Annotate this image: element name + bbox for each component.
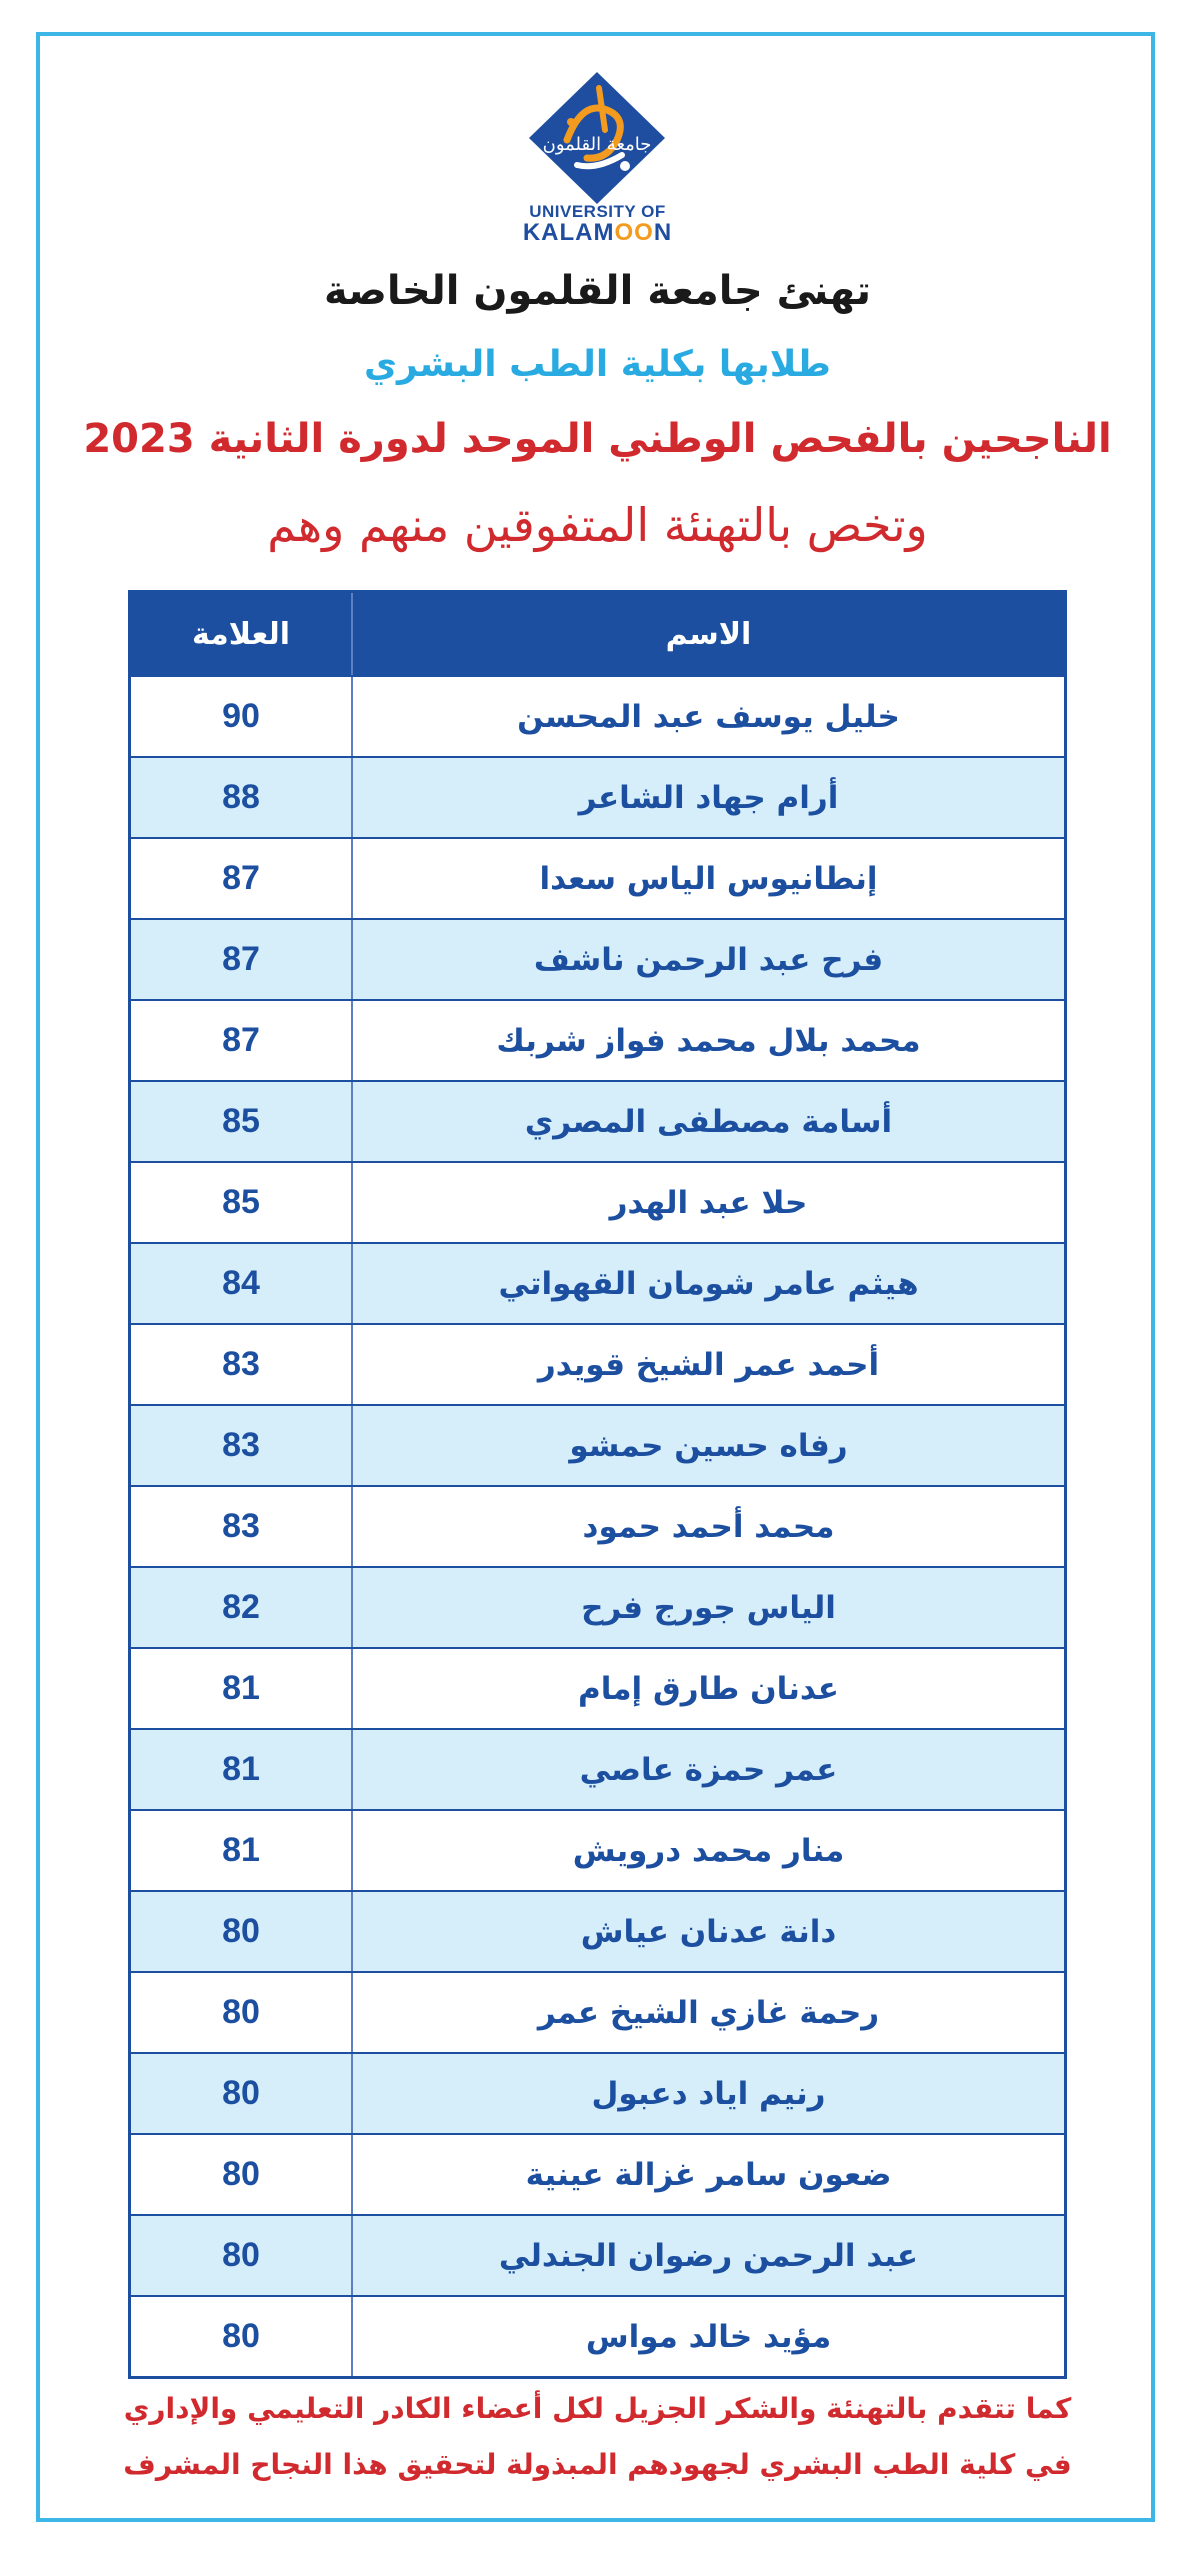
table-row — [131, 1080, 1064, 1161]
table-row — [131, 1890, 1064, 1971]
student-mark: 81 — [222, 1750, 260, 1788]
logo-name-part-a: KALAM — [522, 219, 615, 246]
student-name: أسامة مصطفى المصري — [351, 1082, 1064, 1161]
student-name: دانة عدنان عياش — [351, 1892, 1064, 1971]
student-name: رحمة غازي الشيخ عمر — [351, 1973, 1064, 2052]
header-mark: العلامة — [191, 616, 291, 652]
logo-name-line2 — [0, 219, 1195, 247]
student-name: رفاه حسين حمشو — [351, 1406, 1064, 1485]
table-row — [131, 918, 1064, 999]
footer-thanks-line1: كما تتقدم بالتهنئة والشكر الجزيل لكل أعضاء الكادر التعليمي والإداري — [123, 2392, 1072, 2425]
table-row — [131, 1647, 1064, 1728]
table-row — [131, 1323, 1064, 1404]
results-table — [128, 590, 1067, 2379]
university-logo — [0, 70, 1195, 245]
logo-name-part-c: N — [653, 219, 673, 246]
table-header — [131, 593, 1064, 675]
table-row — [131, 1566, 1064, 1647]
student-mark: 80 — [222, 1993, 260, 2031]
student-name: ضعون سامر غزالة عينية — [351, 2135, 1064, 2214]
student-mark: 83 — [222, 1426, 260, 1464]
student-name: الياس جورج فرح — [351, 1568, 1064, 1647]
student-mark: 84 — [222, 1264, 260, 1302]
student-mark: 87 — [222, 859, 260, 897]
student-mark: 83 — [222, 1345, 260, 1383]
student-name: محمد أحمد حمود — [351, 1487, 1064, 1566]
student-name: حلا عبد الهدر — [351, 1163, 1064, 1242]
student-mark: 81 — [222, 1669, 260, 1707]
student-name: أحمد عمر الشيخ قويدر — [351, 1325, 1064, 1404]
student-name: إنطانيوس الياس سعدا — [351, 839, 1064, 918]
student-name: مؤيد خالد مواس — [351, 2297, 1064, 2376]
table-row — [131, 1971, 1064, 2052]
table-body — [131, 675, 1064, 2376]
table-row — [131, 1809, 1064, 1890]
header-name: الاسم — [351, 593, 1064, 675]
table-row — [131, 1161, 1064, 1242]
logo-name-line1: UNIVERSITY OF — [529, 202, 666, 221]
table-row — [131, 1242, 1064, 1323]
student-name: محمد بلال محمد فواز شربك — [351, 1001, 1064, 1080]
table-row — [131, 2295, 1064, 2376]
student-name: أرام جهاد الشاعر — [351, 758, 1064, 837]
heading-university: تهنئ جامعة القلمون الخاصة — [323, 268, 871, 314]
student-mark: 81 — [222, 1831, 260, 1869]
table-row — [131, 837, 1064, 918]
student-mark: 80 — [222, 2317, 260, 2355]
student-name: هيثم عامر شومان القهواتي — [351, 1244, 1064, 1323]
student-name: منار محمد درويش — [351, 1811, 1064, 1890]
student-mark: 85 — [222, 1102, 260, 1140]
student-name: خليل يوسف عبد المحسن — [351, 677, 1064, 756]
logo-name-part-oo: OO — [614, 219, 654, 246]
student-mark: 83 — [222, 1507, 260, 1545]
student-mark: 82 — [222, 1588, 260, 1626]
logo-emblem — [527, 70, 667, 205]
table-row — [131, 1404, 1064, 1485]
student-mark: 88 — [222, 778, 260, 816]
heading-top-students: وتخص بالتهنئة المتفوقين منهم وهم — [267, 498, 928, 552]
table-row — [131, 999, 1064, 1080]
student-mark: 80 — [222, 1912, 260, 1950]
student-mark: 87 — [222, 1021, 260, 1059]
student-mark: 80 — [222, 2155, 260, 2193]
student-mark: 80 — [222, 2074, 260, 2112]
student-name: فرح عبد الرحمن ناشف — [351, 920, 1064, 999]
table-row — [131, 2052, 1064, 2133]
table-row — [131, 1728, 1064, 1809]
heading-exam: الناجحين بالفحص الوطني الموحد لدورة الثانية 2023 — [83, 416, 1112, 462]
logo-arabic-mark: جامعة القلمون — [542, 134, 652, 155]
student-mark: 85 — [222, 1183, 260, 1221]
student-name: رنيم اياد دعبول — [351, 2054, 1064, 2133]
footer-thanks-line2: في كلية الطب البشري لجهودهم المبذولة لتحقيق هذا النجاح المشرف — [123, 2448, 1072, 2481]
student-mark: 87 — [222, 940, 260, 978]
table-row — [131, 675, 1064, 756]
student-name: عبد الرحمن رضوان الجندلي — [351, 2216, 1064, 2295]
table-row — [131, 1485, 1064, 1566]
heading-faculty: طلابها بكلية الطب البشري — [364, 344, 831, 385]
table-row — [131, 756, 1064, 837]
table-row — [131, 2214, 1064, 2295]
student-name: عمر حمزة عاصي — [351, 1730, 1064, 1809]
student-mark: 90 — [222, 697, 260, 735]
student-mark: 80 — [222, 2236, 260, 2274]
student-name: عدنان طارق إمام — [351, 1649, 1064, 1728]
table-row — [131, 2133, 1064, 2214]
